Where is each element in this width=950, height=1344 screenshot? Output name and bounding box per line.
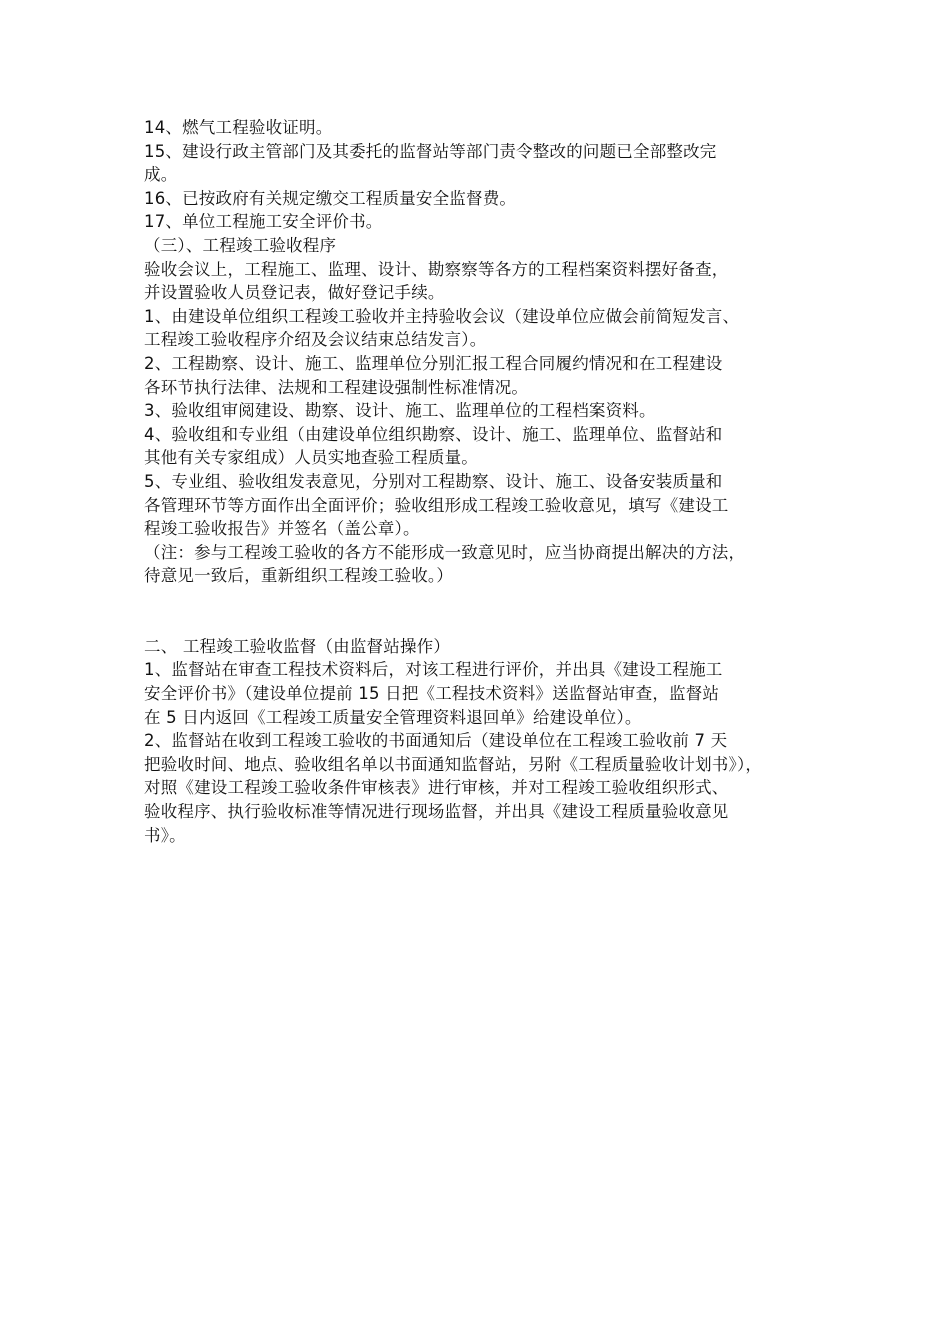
text-line: 工程竣工验收程序介绍及会议结束总结发言）。 [144,330,487,350]
note-line: 待意见一致后，重新组织工程竣工验收。） [144,566,454,586]
text-line: 5、专业组、验收组发表意见，分别对工程勘察、设计、施工、设备安装质量和 [144,471,723,491]
text-line: 安全评价书》（建设单位提前 15 日把《工程技术资料》送监督站审查，监督站 [144,684,720,704]
paragraph-gap [144,588,812,635]
text-line: 验收程序、执行验收标准等情况进行现场监督，并出具《建设工程质量验收意见 [144,802,729,822]
text-line: 验收会议上，工程施工、监理、设计、勘察察等各方的工程档案资料摆好备查， [144,259,729,279]
note-line: （注：参与工程竣工验收的各方不能形成一致意见时，应当协商提出解决的方法， [144,542,746,562]
text-line: 3、验收组审阅建设、勘察、设计、施工、监理单位的工程档案资料。 [144,401,656,421]
text-line: 4、验收组和专业组（由建设单位组织勘察、设计、施工、监理单位、监督站和 [144,424,723,444]
text-line: 14、燃气工程验收证明。 [144,118,333,137]
text-line: 对照《建设工程竣工验收条件审核表》进行审核，并对工程竣工验收组织形式、 [144,778,729,798]
text-line: 2、工程勘察、设计、施工、监理单位分别汇报工程合同履约情况和在工程建设 [144,353,723,373]
section-heading: 二、 工程竣工验收监督（由监督站操作） [144,636,451,656]
text-line: 把验收时间、地点、验收组名单以书面通知监督站，另附《工程质量验收计划书》）， [144,754,763,774]
document-body [144,116,812,847]
section-heading: （三）、工程竣工验收程序 [144,235,337,255]
text-line: 书》。 [144,825,186,845]
text-line: 各管理环节等方面作出全面评价；验收组形成工程竣工验收意见，填写《建设工 [144,495,729,515]
text-line: 成。 [144,165,178,185]
text-line: 17、单位工程施工安全评价书。 [144,212,383,232]
text-line: 2、监督站在收到工程竣工验收的书面通知后（建设单位在工程竣工验收前 7 天 [144,731,728,751]
text-line: 各环节执行法律、法规和工程建设强制性标准情况。 [144,377,529,397]
text-line: 并设置验收人员登记表，做好登记手续。 [144,283,445,303]
text-line: 在 5 日内返回《工程竣工质量安全管理资料退回单》给建设单位）。 [144,707,642,727]
text-line: 其他有关专家组成）人员实地查验工程质量。 [144,448,478,468]
text-line: 16、已按政府有关规定缴交工程质量安全监督费。 [144,188,517,208]
text-line: 1、监督站在审查工程技术资料后，对该工程进行评价，并出具《建设工程施工 [144,660,723,680]
text-line: 15、建设行政主管部门及其委托的监督站等部门责令整改的问题已全部整改完 [144,141,717,161]
text-line: 程竣工验收报告》并签名（盖公章）。 [144,519,420,539]
text-line: 1、由建设单位组织工程竣工验收并主持验收会议（建设单位应做会前简短发言、 [144,306,740,326]
